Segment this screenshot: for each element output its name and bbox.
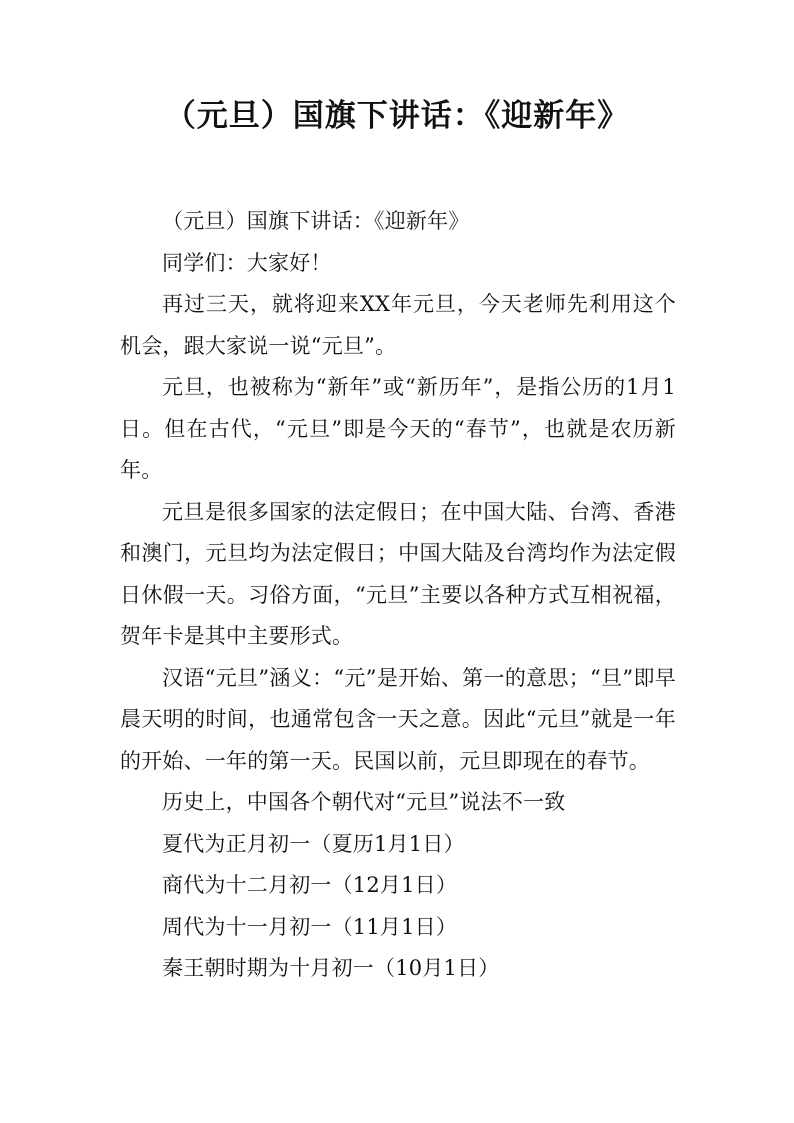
paragraph-holiday: 元旦是很多国家的法定假日；在中国大陆、台湾、香港和澳门，元旦均为法定假日；中国大陆及台湾均作为法定假日休假一天。习俗方面，“元旦”主要以各种方式互相祝福，贺年卡是其中主要形式。: [120, 499, 676, 648]
list-item-xia: 夏代为正月初一（夏历1月1日）: [162, 831, 465, 856]
list-item-shang: 商代为十二月初一（12月1日）: [162, 873, 458, 897]
paragraph-subtitle: （元旦）国旗下讲话：《迎新年》: [162, 209, 470, 233]
document-title: （元旦）国旗下讲话：《迎新年》: [164, 98, 630, 134]
list-item-zhou: 周代为十一月初一（11月1日）: [162, 914, 458, 939]
paragraph-greeting: 同学们：大家好！: [162, 250, 332, 275]
paragraph-history: 历史上，中国各个朝代对“元旦”说法不一致: [162, 790, 566, 814]
paragraph-intro: 再过三天，就将迎来XX年元旦，今天老师先利用这个机会，跟大家说一说“元旦”。: [120, 292, 676, 358]
list-item-qin: 秦王朝时期为十月初一（10月1日）: [162, 956, 500, 980]
document-body: [120, 201, 676, 990]
paragraph-definition: 元旦，也被称为“新年”或“新历年”，是指公历的1月1日。但在古代，“元旦”即是今天的“春节”，也就是农历新年。: [120, 375, 676, 482]
paragraph-meaning: 汉语“元旦”涵义：“元”是开始、第一的意思；“旦”即早晨天明的时间，也通常包含一天之意。因此“元旦”就是一年的开始、一年的第一天。民国以前，元旦即现在的春节。: [120, 665, 676, 773]
